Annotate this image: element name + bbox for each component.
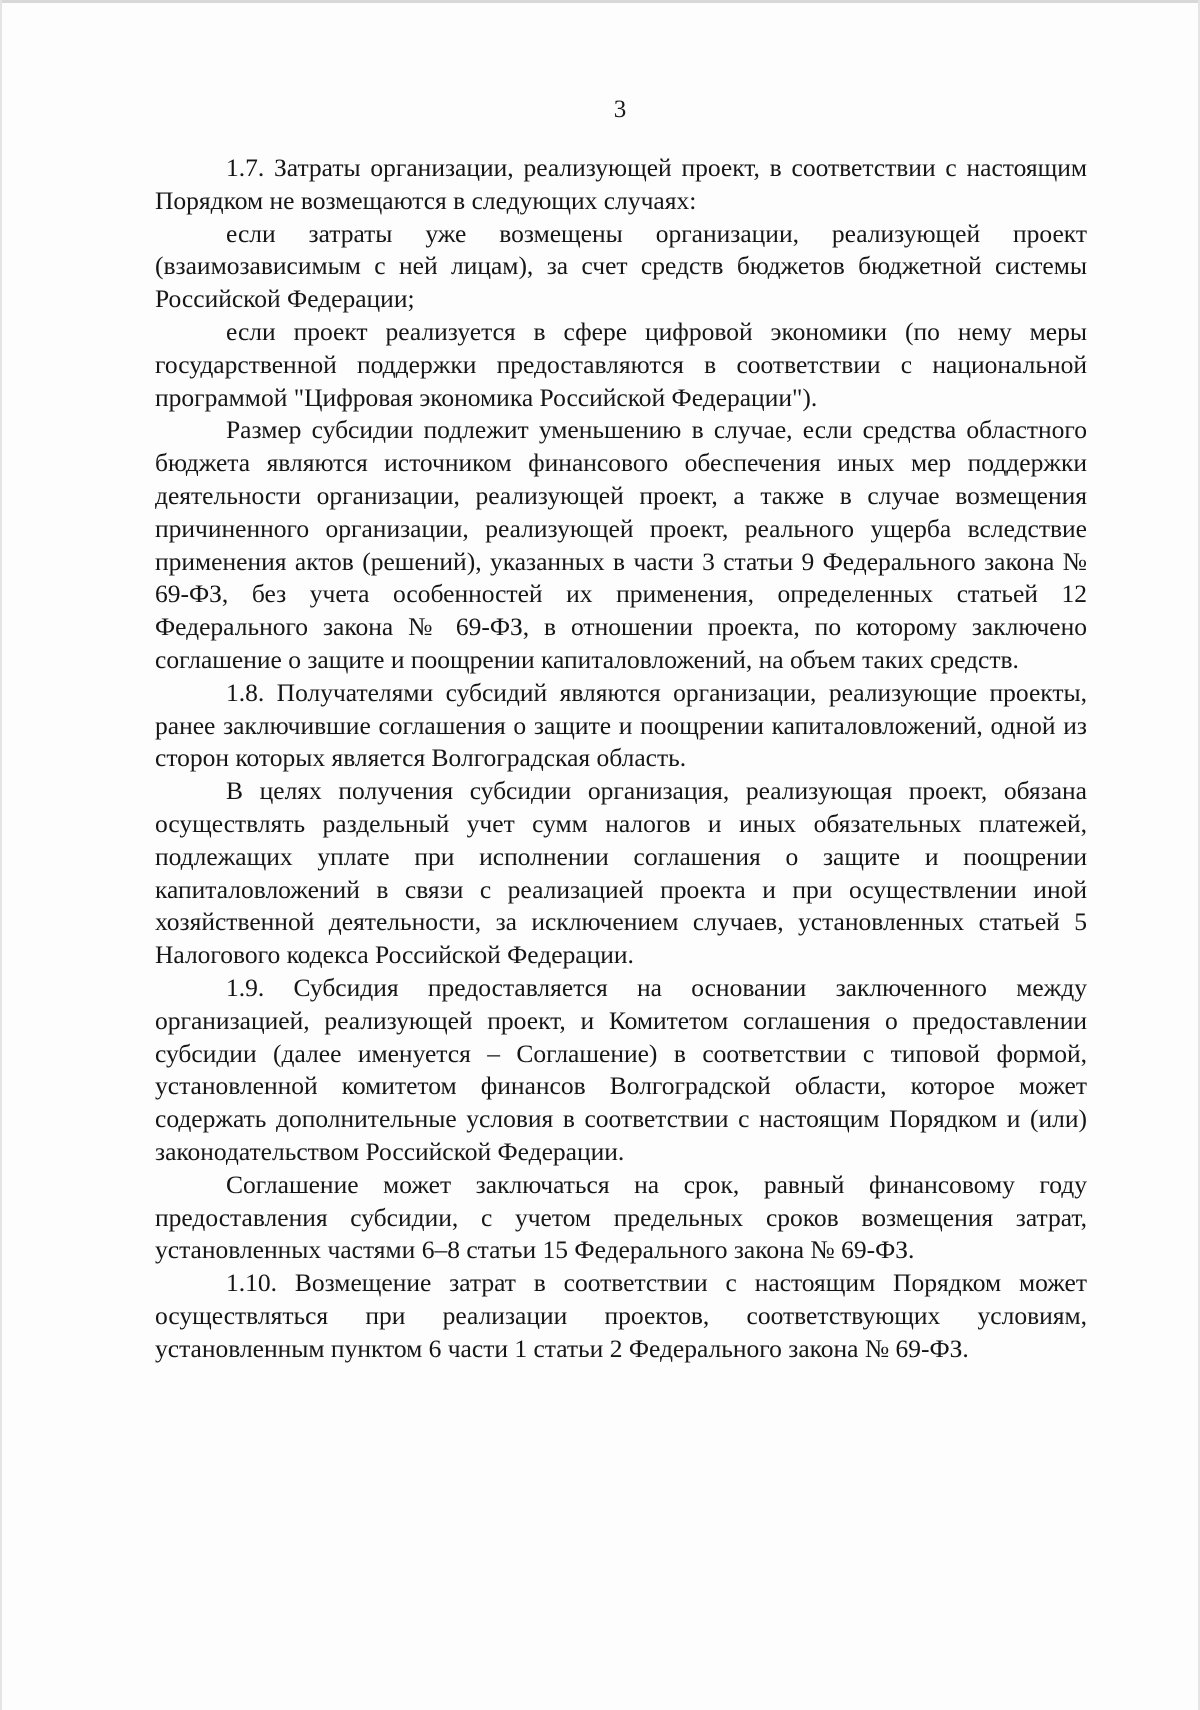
scan-left-edge — [0, 0, 2, 1710]
paragraph-1-8: 1.8. Получателями субсидий являются организации, реализующие проекты, ранее заключившие соглашения о защите и поощрении капиталовложений, одной из сторон которых является Волгоградская область. — [155, 677, 1087, 773]
paragraph-separate-accounting: В целях получения субсидии организация, реализующая проект, обязана осуществлять раздельный учет сумм налогов и иных обязательных платежей, подлежащих уплате при исполнении соглашения о защите и поощрении капиталовложений в связи с реализацией проекта и при осуществлении иной хозяйственной деятельности, за исключением случаев, установленных статьей 5 Налогового кодекса Российской Федерации. — [155, 776, 1087, 970]
document-body — [155, 152, 1087, 1365]
paragraph-agreement-term: Соглашение может заключаться на срок, равный финансовому году предоставления субсидии, с учетом предельных сроков возмещения затрат, установленных частями 6–8 статьи 15 Федерального закона № 69-ФЗ. — [155, 1169, 1087, 1265]
paragraph-1-9: 1.9. Субсидия предоставляется на основании заключенного между организацией, реализующей проект, и Комитетом соглашения о предоставлении субсидии (далее именуется – Соглашение) в соответствии с типовой формой, установленной комитетом финансов Волгоградской области, которое может содержать дополнительные условия в соответствии с настоящим Порядком и (или) законодательством Российской Федерации. — [155, 972, 1087, 1166]
scan-top-edge — [0, 0, 1200, 3]
page-number: 3 — [613, 96, 627, 123]
paragraph-1-7-case-2: если проект реализуется в сфере цифровой экономики (по нему меры государственной поддержки предоставляются в соответствии с национальной программой "Цифровая экономика Российской Федерации"). — [155, 316, 1087, 412]
paragraph-subsidy-reduction: Размер субсидии подлежит уменьшению в случае, если средства областного бюджета являются источником финансового обеспечения иных мер поддержки деятельности организации, реализующей проект, а также в случае возмещения причиненного организации, реализующей проект, реального ущерба вследствие применения актов (решений), указанных в части 3 статьи 9 Федерального закона № 69-ФЗ, без учета особенностей их применения, определенных статьей 12 Федерального закона № 69-ФЗ, в отношении проекта, по которому заключено соглашение о защите и поощрении капиталовложений, на объем таких средств. — [155, 415, 1087, 674]
paragraph-1-7: 1.7. Затраты организации, реализующей проект, в соответствии с настоящим Порядком не возмещаются в следующих случаях: — [155, 153, 1087, 215]
paragraph-1-10: 1.10. Возмещение затрат в соответствии с настоящим Порядком может осуществляться при реализации проектов, соответствующих условиям, установленным пунктом 6 части 1 статьи 2 Федерального закона № 69-ФЗ. — [155, 1268, 1087, 1363]
paragraph-1-7-case-1: если затраты уже возмещены организации, реализующей проект (взаимозависимым с ней лицам), за счет средств бюджетов бюджетной системы Российской Федерации; — [155, 218, 1087, 314]
